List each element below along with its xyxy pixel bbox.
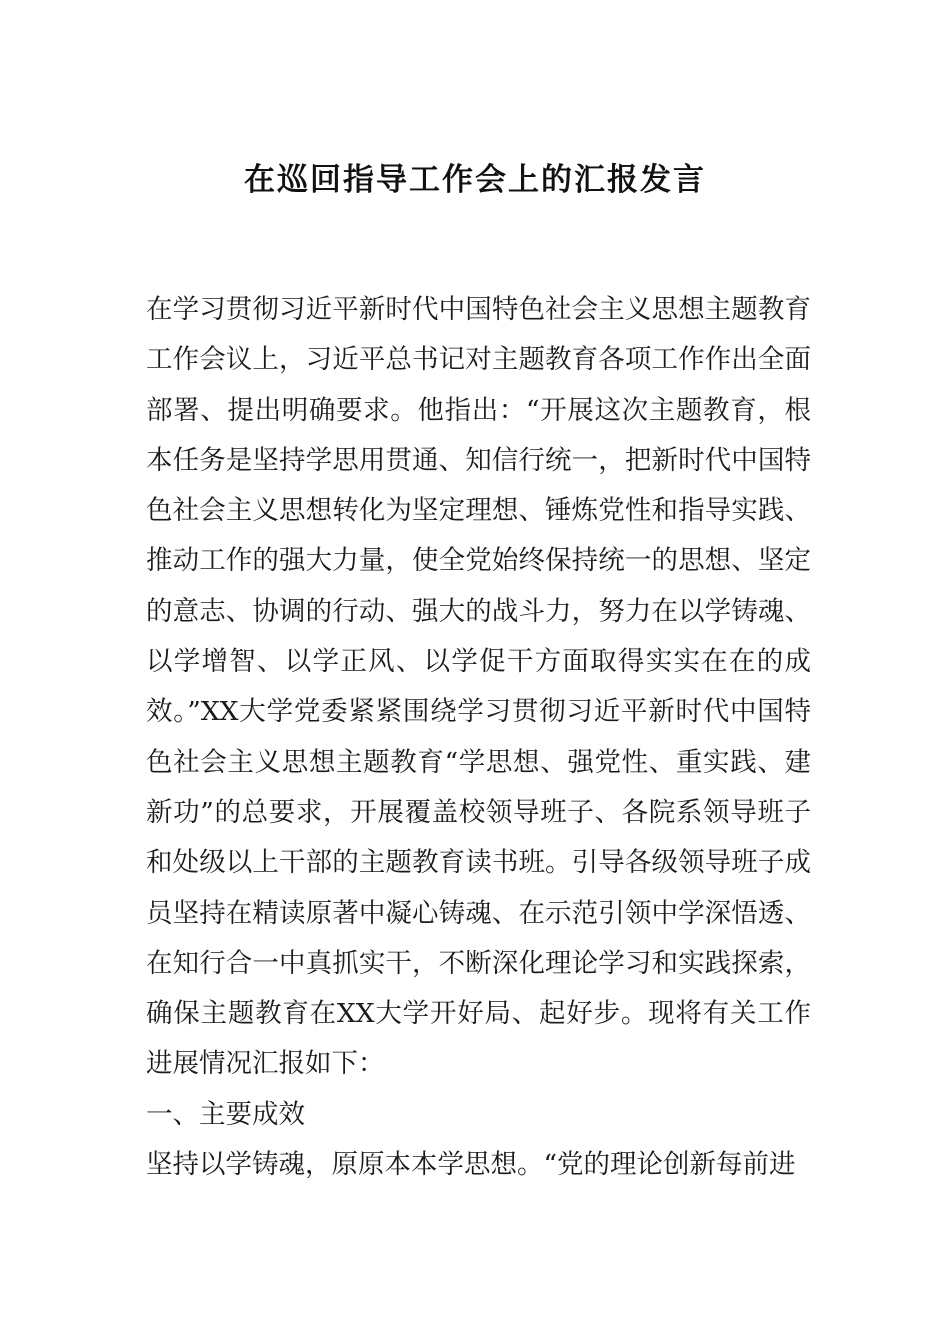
body-paragraph-section-1: 坚持以学铸魂，原原本本学思想。“党的理论创新每前进 [146,1149,796,1181]
body-paragraph-intro: 在学习贯彻习近平新时代中国特色社会主义思想主题教育工作会议上，习近平总书记对主题教育各项工作作出全面部署、提出明确要求。他指出：“开展这次主题教育，根本任务是坚持学思用贯通、知信行统一，把新时代中国特色社会主义思想转化为坚定理想、锤炼党性和指导实践、推动工作的强大力量，使全党始终保持统一的思想、坚定的意志、协调的行动、强大的战斗力，努力在以学铸魂、以学增智、以学正风、以学促干方面取得实实在在的成效。”XX大学党委紧紧围绕学习贯彻习近平新时代中国特色社会主义思想主题教育“学思想、强党性、重实践、建新功”的总要求，开展覆盖校领导班子、各院系领导班子和处级以上干部的主题教育读书班。引导各级领导班子成员坚持在精读原著中凝心铸魂、在示范引领中学深悟透、在知行合一中真抓实干，不断深化理论学习和实践探索，确保主题教育在XX大学开好局、起好步。现将有关工作进展情况汇报如下： [146,294,811,1080]
document-title: 在巡回指导工作会上的汇报发言 [244,162,706,198]
document-body [146,285,811,1190]
section-heading-main-results: 一、主要成效 [146,1098,305,1130]
